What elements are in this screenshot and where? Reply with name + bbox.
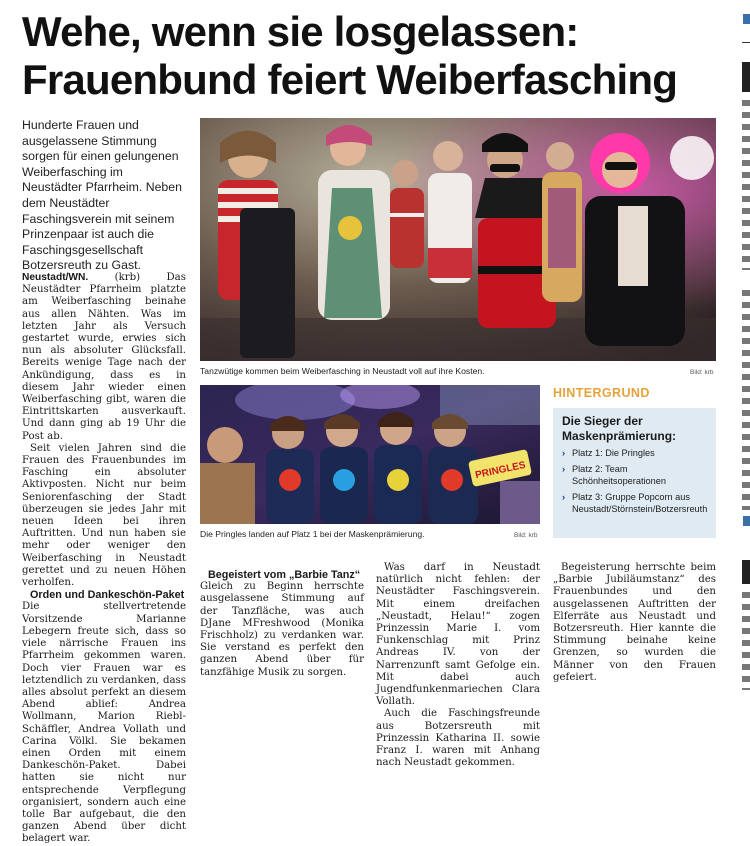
article-column-3 xyxy=(376,549,540,769)
article-column-2 xyxy=(200,549,364,679)
pringles-sign-text: PRINGLES xyxy=(474,459,527,482)
chevron-right-icon: › xyxy=(562,448,566,458)
headline-line-1: Wehe, wenn sie losgelassen: xyxy=(22,8,579,55)
chevron-right-icon: › xyxy=(562,492,566,503)
article-column-1 xyxy=(22,272,186,846)
article-paragraph: Auch die Faschingsfreunde aus Botzersreuth mit Prinzessin Katharina II. sowie Franz I. waren mit Anhang nach Neustadt gekommen. xyxy=(376,708,540,769)
lead-paragraph: Hunderte Frauen und ausgelassene Stimmung sorgen für einen gelungenen Weiberfasching im Neustädter Pfarrheim. Neben dem Neustädter Faschingsverein mit seinem Prinzenpaar ist auch die Faschingsgesellschaft Botzersreuth zu Gast. xyxy=(22,118,182,273)
subhead-barbie: Begeistert vom „Barbie Tanz“ xyxy=(208,569,361,581)
winners-list xyxy=(562,448,712,520)
list-item: › Platz 3: Gruppe Popcorn aus Neustadt/Störnstein/Botzersreuth xyxy=(562,492,708,514)
photo2-credit: Bild: krb xyxy=(514,532,538,539)
photo1-credit: Bild: krb xyxy=(690,369,714,376)
list-item: › Platz 1: Die Pringles xyxy=(562,448,655,458)
photo-dancing-women xyxy=(200,118,716,361)
hintergrund-label: HINTERGRUND xyxy=(553,386,650,400)
photo-dancing-women-image xyxy=(200,118,716,361)
article-paragraph: Neustadt/WN. (krb) Das Neustädter Pfarrheim platzte am Weiberfasching beinahe aus allen Nähten. Was im letzten Jahr als Versuch gestartet wurde, erwies sich nun als absoluter Glücksfall. Bereits wenige Tage nach der Ankündigung, dass es in diesem Jahr wieder einen Weiberfasching gibt, waren die Eintrittskarten ausverkauft. Und dann ging ab 19 Uhr die Post ab. xyxy=(22,272,186,442)
photo-pringles-group xyxy=(200,385,540,524)
adjacent-article-edge xyxy=(738,0,750,690)
subhead-orden: Orden und Dankeschön-Paket xyxy=(30,589,185,602)
headline xyxy=(22,8,727,104)
photo2-caption: Die Pringles landen auf Platz 1 bei der Maskenprämierung. xyxy=(200,529,425,539)
chevron-right-icon: › xyxy=(562,464,566,475)
dateline: Neustadt/WN. xyxy=(22,272,89,283)
article-column-4 xyxy=(553,549,716,684)
photo-pringles-group-image xyxy=(200,385,540,524)
headline-line-2: Frauenbund feiert Weiberfasching xyxy=(22,56,678,103)
article-paragraph: Was darf in Neustadt natürlich nicht fehlen: der Neustädter Faschingsverein. Mit einem dreifachen „Neustadt, Helau!“ zogen Prinzessin Marie I. vom Funkenschlag mit Prinz Andreas IV. von der Narrenzunft samt Gefolge ein. Mit dabei auch Jugendfunkenmariechen Clara Vollath. xyxy=(376,562,540,708)
article-paragraph: Die stellvertretende Vorsitzende Marianne Lebegern freute sich, dass so viele närrische Frauen ins Pfarrheim gekommen waren. Doch vier Frauen war es letztendlich zu verdanken, dass alles absolut perfekt an diesem Abend ablief: Andrea Wollmann, Marion Riebl-Schäffler, Andrea Vollath und Carina Völkl. Sie bekamen einen Orden mit einem Dankeschön-Paket. Dabei hatten sie nicht nur entsprechende Verpflegung organisiert, sondern auch eine tolle Bar aufgebaut, die den ganzen Abend über dicht belagert war. xyxy=(22,601,186,845)
list-item: › Platz 2: Team Schönheitsoperationen xyxy=(562,464,666,486)
winners-box xyxy=(553,408,716,538)
article-paragraph: Gleich zu Beginn herrschte ausgelassene Stimmung auf der Tanzfläche, was auch DJane MFreshwood (Monika Frischholz) zu verdanken war. Sie verstand es perfekt den ganzen Abend über für tanzfähige Musik zu sorgen. xyxy=(200,581,364,678)
winners-title: Die Sieger der Maskenprämierung: xyxy=(562,414,677,443)
photo1-caption: Tanzwütige kommen beim Weiberfasching in Neustadt voll auf ihre Kosten. xyxy=(200,366,485,376)
article-paragraph: Seit vielen Jahren sind die Frauen des Frauenbundes im Fasching ein absoluter Aktivposten. Nicht nur beim Seniorenfasching der Stadt überzeugen sie jedes Jahr mit neuen Ideen bei ihren Auftritten. Und nun haben sie mehr oder weniger den Weiberfasching in Neustadt gerettet und zu neuen Höhen verholfen. xyxy=(22,442,186,589)
article-paragraph: Begeisterung herrschte beim „Barbie Jubiläumstanz“ des Frauenbundes und den ausgelassenen Auftritten der Elferräte aus Neustadt und Botzersreuth. Hier kannte die Stimmung beinahe keine Grenzen, so wurden die Männer von den Frauen gefeiert. xyxy=(553,562,716,683)
